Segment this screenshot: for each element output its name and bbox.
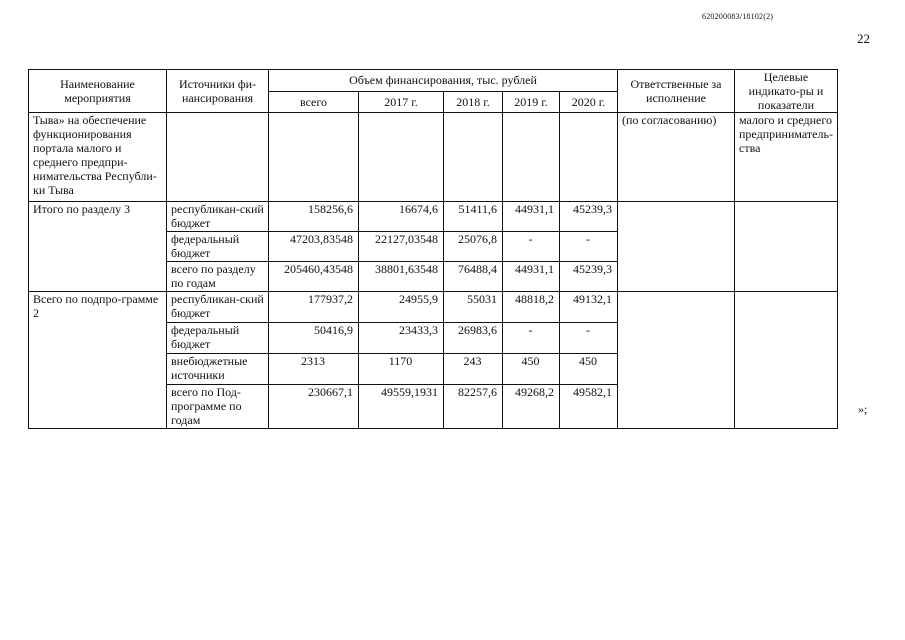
y2019-cell: 48818,2 <box>503 292 560 323</box>
y2018-cell: 76488,4 <box>444 262 503 292</box>
source-cell: всего по разделу по годам <box>167 262 269 292</box>
document-code: 620200083/18102(2) <box>702 12 774 21</box>
y2017-cell: 24955,9 <box>359 292 444 323</box>
y2017-cell: 38801,63548 <box>359 262 444 292</box>
y2017-cell: 1170 <box>359 354 444 385</box>
header-sources: Источники фи-нансирования <box>167 70 269 113</box>
header-total: всего <box>269 91 359 113</box>
y2019-cell: 450 <box>503 354 560 385</box>
y2019-cell: 44931,1 <box>503 202 560 232</box>
source-cell: республикан-ский бюджет <box>167 202 269 232</box>
header-name: Наименование мероприятия <box>29 70 167 113</box>
y2020-cell: 49582,1 <box>560 385 618 429</box>
header-2019: 2019 г. <box>503 91 560 113</box>
header-indicators: Целевые индикато-ры и показатели <box>735 70 838 113</box>
indicators-cell <box>735 202 838 292</box>
responsible-cell <box>618 292 735 429</box>
source-cell: федеральный бюджет <box>167 232 269 262</box>
indicators-cell <box>735 292 838 429</box>
group-name: Всего по подпро-грамме 2 <box>29 292 167 429</box>
source-cell: федеральный бюджет <box>167 323 269 354</box>
y2018-cell: 26983,6 <box>444 323 503 354</box>
table-row <box>29 202 838 232</box>
y2019-cell: 49268,2 <box>503 385 560 429</box>
header-responsible: Ответственные за исполнение <box>618 70 735 113</box>
y2018-cell: 51411,6 <box>444 202 503 232</box>
y2017-cell: 16674,6 <box>359 202 444 232</box>
header-2017: 2017 г. <box>359 91 444 113</box>
total-cell: 230667,1 <box>269 385 359 429</box>
header-2020: 2020 г. <box>560 91 618 113</box>
y2020-cell: - <box>560 323 618 354</box>
y2019-cell: - <box>503 323 560 354</box>
total-cell: 177937,2 <box>269 292 359 323</box>
continuation-responsible: (по согласованию) <box>618 113 735 202</box>
table-row <box>29 292 838 323</box>
page-number: 22 <box>857 31 870 46</box>
total-cell: 47203,83548 <box>269 232 359 262</box>
y2020-cell: 45239,3 <box>560 262 618 292</box>
y2018-cell: 243 <box>444 354 503 385</box>
y2020-cell: 45239,3 <box>560 202 618 232</box>
y2017-cell: 49559,1931 <box>359 385 444 429</box>
total-cell: 50416,9 <box>269 323 359 354</box>
table-row <box>29 113 838 202</box>
financing-table <box>28 69 838 429</box>
y2018-cell: 82257,6 <box>444 385 503 429</box>
header-2018: 2018 г. <box>444 91 503 113</box>
continuation-indicators: малого и среднего предприниматель-ства <box>735 113 838 202</box>
y2019-cell: - <box>503 232 560 262</box>
closing-quote-mark: »; <box>858 402 868 416</box>
group-name: Итого по разделу 3 <box>29 202 167 292</box>
y2020-cell: - <box>560 232 618 262</box>
source-cell: республикан-ский бюджет <box>167 292 269 323</box>
y2017-cell: 22127,03548 <box>359 232 444 262</box>
header-volume: Объем финансирования, тыс. рублей <box>269 70 618 92</box>
total-cell: 158256,6 <box>269 202 359 232</box>
y2017-cell: 23433,3 <box>359 323 444 354</box>
continuation-name: Тыва» на обеспечение функционирования портала малого и среднего предпри-нимательства Республи-ки Тыва <box>29 113 167 202</box>
y2020-cell: 49132,1 <box>560 292 618 323</box>
y2020-cell: 450 <box>560 354 618 385</box>
source-cell: всего по Под-программе по годам <box>167 385 269 429</box>
y2019-cell: 44931,1 <box>503 262 560 292</box>
total-cell: 205460,43548 <box>269 262 359 292</box>
y2018-cell: 25076,8 <box>444 232 503 262</box>
y2018-cell: 55031 <box>444 292 503 323</box>
source-cell: внебюджетные источники <box>167 354 269 385</box>
total-cell: 2313 <box>269 354 359 385</box>
responsible-cell <box>618 202 735 292</box>
